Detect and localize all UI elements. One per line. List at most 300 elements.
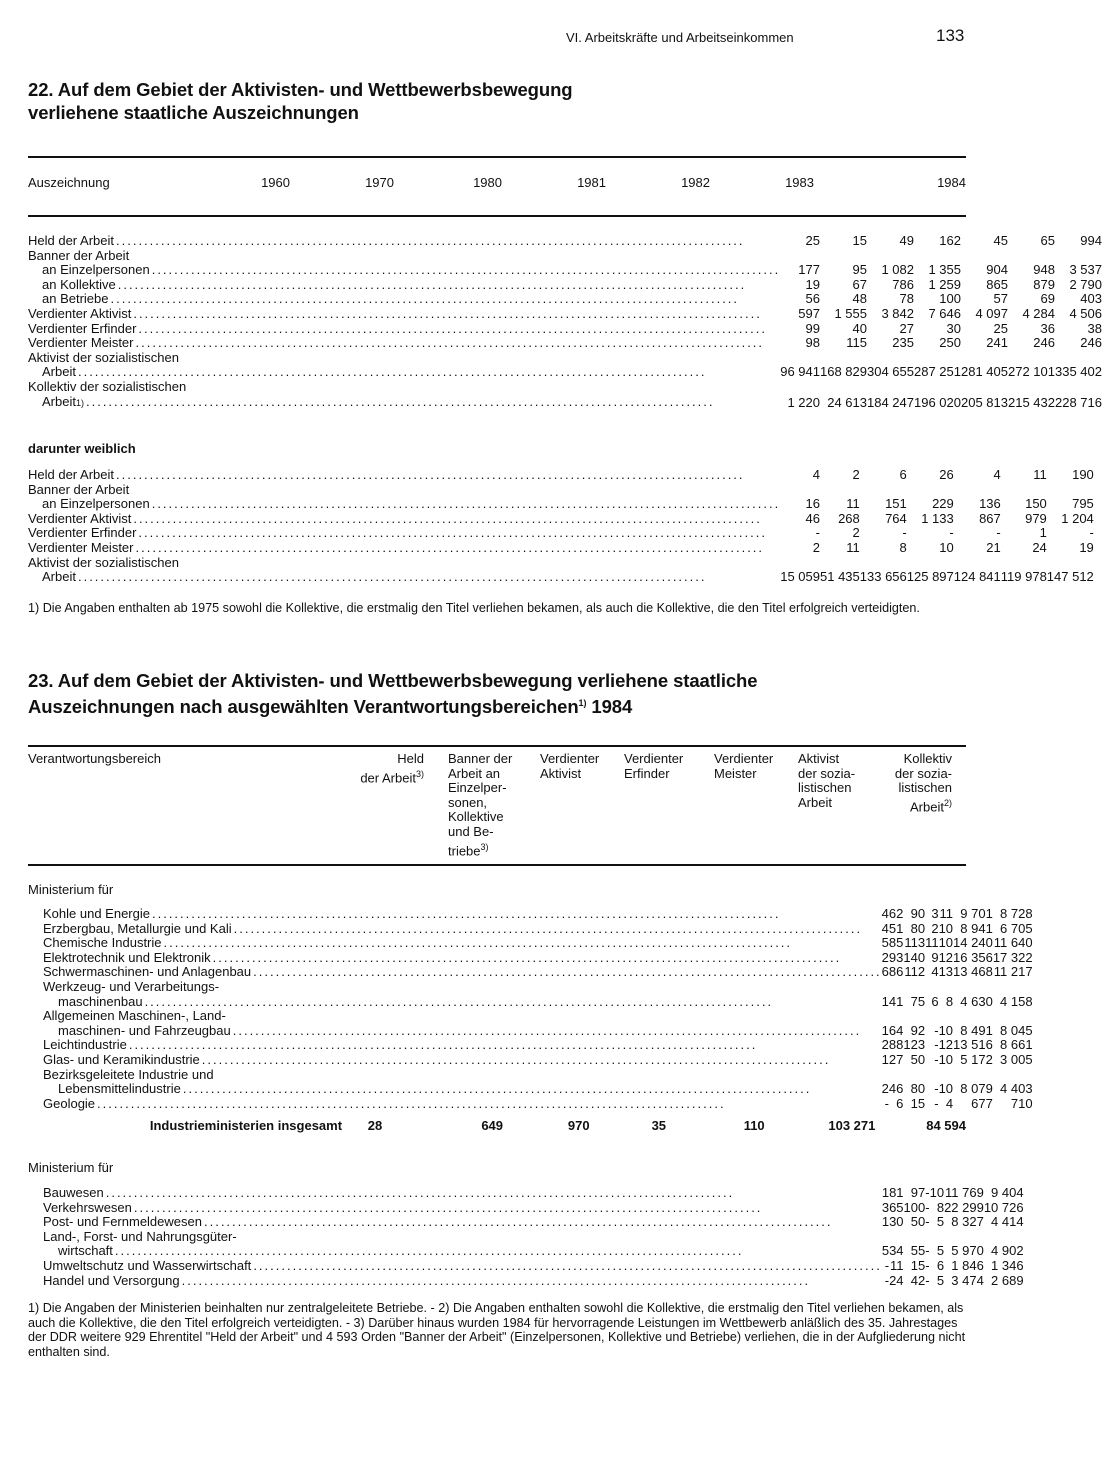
table-cell [1008, 351, 1055, 366]
row-label: Handel und Versorgung [43, 1272, 180, 1288]
row-label: an Einzelpersonen [42, 262, 150, 278]
row-label: Erzbergbau, Metallurgie und Kali [43, 920, 232, 936]
col-head: Verdienter Meister [714, 751, 774, 781]
table-cell [1055, 380, 1102, 395]
table-cell: 100 [903, 1199, 926, 1215]
row-label: Verdienter Meister [28, 539, 134, 555]
row-label: Held der Arbeit [28, 467, 114, 482]
row-label: Verkehrswesen [43, 1199, 132, 1215]
row-label: Allgemeinen Maschinen-, Land- [43, 1008, 226, 1024]
leader-dots [182, 1274, 882, 1289]
table-cell: 10 [938, 1081, 954, 1097]
table-cell: 304 655 [867, 364, 914, 380]
table-cell: 10 [938, 920, 954, 936]
table-cell: 125 897 [906, 569, 954, 585]
leader-dots [152, 907, 882, 922]
table-cell: 196 020 [914, 394, 961, 410]
table-cell: 6 [881, 964, 889, 980]
col-head-year: 1983 [785, 175, 814, 190]
table-cell: 88 [888, 1037, 904, 1053]
row-label: Arbeit [42, 364, 76, 380]
table-cell: 11 217 [993, 964, 1033, 980]
table-cell: 78 [899, 291, 914, 307]
table-cell: - [934, 1081, 939, 1097]
footnote-marker: 3) [415, 768, 424, 779]
col-head-year: 1981 [577, 175, 606, 190]
table-cell: 19 [805, 276, 820, 292]
table-cell: 597 [798, 305, 820, 321]
table-cell: 1 [881, 1185, 890, 1200]
table-cell: 4 506 [1069, 305, 1102, 321]
table-cell: 16 356 [953, 949, 993, 965]
table-cell: 4 097 [975, 305, 1008, 321]
table-cell: 46 [888, 1081, 904, 1097]
table-cell: 15 059 [780, 569, 820, 585]
table-cell: 5 [936, 1272, 945, 1288]
table-cell: 8 491 [960, 1022, 993, 1038]
leader-dots [253, 1259, 882, 1274]
table-row [28, 512, 1094, 527]
row-label: Aktivist der sozialistischen [28, 349, 179, 365]
table-cell: 4 [881, 920, 889, 936]
leader-dots [78, 570, 780, 585]
table-23-section-2: Ministerium für [28, 1160, 114, 1175]
table-cell: 21 [986, 539, 1001, 555]
table-cell: 100 [939, 291, 961, 307]
table-cell: 110 [743, 1118, 765, 1133]
leader-dots [133, 307, 780, 322]
row-label: Industrieministerien insgesamt [149, 1118, 343, 1133]
table-cell: - [925, 1257, 930, 1273]
table-cell [882, 1009, 889, 1024]
table-cell [1008, 249, 1055, 264]
table-cell: - [934, 1051, 939, 1067]
table-cell: 235 [892, 335, 914, 351]
table-cell [944, 1230, 984, 1245]
table-cell [961, 249, 1008, 264]
col-head: Held der Arbeit$^{3)}$ [360, 751, 424, 785]
table-cell: 51 [888, 920, 904, 936]
row-label: Leichtindustrie [43, 1037, 127, 1053]
table-cell [993, 980, 1033, 995]
table-cell [1055, 249, 1102, 264]
table-row [28, 556, 1094, 571]
table-22-body-female [28, 467, 1094, 585]
table-cell: 3 [931, 906, 939, 921]
table-cell: 67 [852, 276, 867, 292]
table-cell [780, 249, 820, 264]
table-row [28, 468, 1094, 483]
table-cell [820, 249, 867, 264]
table-cell: 75 [910, 993, 926, 1009]
table-cell: 904 [986, 262, 1008, 278]
table-cell: 25 [993, 320, 1008, 336]
table-row [28, 951, 1033, 966]
table-cell [914, 249, 961, 264]
table-cell [1055, 351, 1102, 366]
table-cell: 786 [892, 276, 914, 292]
table-cell: - [934, 1095, 939, 1111]
table-cell: 4 [945, 1095, 954, 1111]
table-cell: 13 468 [953, 964, 993, 980]
table-cell [820, 351, 867, 366]
row-label: Verdienter Meister [28, 335, 134, 351]
table-row [28, 483, 1094, 498]
table-cell [953, 980, 993, 995]
table-cell: 1 204 [1061, 510, 1094, 526]
table-cell: 103 271 [828, 1118, 876, 1133]
table-cell: 6 [931, 993, 939, 1009]
table-cell: 3 [881, 1199, 890, 1215]
leader-dots [129, 1038, 882, 1053]
table-cell [882, 1068, 889, 1083]
row-label: Kollektiv der sozialistischen [28, 378, 187, 394]
table-cell: 10 [938, 1051, 954, 1067]
table-cell: 4 414 [991, 1214, 1024, 1230]
table-cell: 4 [993, 467, 1001, 482]
row-label: Aktivist der sozialistischen [28, 554, 179, 570]
table-cell: 795 [1072, 496, 1094, 512]
col-head-year: 1984 [937, 175, 966, 190]
table-cell: 17 322 [992, 949, 1033, 965]
table-row-total [28, 1119, 966, 1134]
leader-dots [138, 526, 780, 541]
table-cell [889, 1009, 903, 1024]
table-cell: 119 978 [1000, 569, 1047, 585]
table-23-total [28, 1119, 966, 1134]
leader-dots [116, 468, 780, 483]
table-cell: 228 716 [1055, 394, 1102, 410]
row-label: Post- und Fernmeldewesen [43, 1214, 202, 1230]
table-cell: 1 [1039, 525, 1047, 541]
table-row [28, 1186, 1024, 1201]
table-cell [820, 556, 860, 571]
row-label: an Einzelpersonen [42, 496, 150, 512]
table-cell [867, 351, 914, 366]
table-cell: 19 [1079, 539, 1094, 555]
table-cell: 4 284 [1022, 305, 1055, 321]
table-cell: 184 247 [867, 394, 914, 410]
table-cell: 30 [889, 1214, 904, 1230]
leader-dots [118, 278, 781, 293]
table-cell: 177 [798, 262, 820, 278]
table-cell: 8 728 [1000, 906, 1033, 921]
table-cell [1008, 380, 1055, 395]
table-cell: 281 405 [961, 364, 1008, 380]
table-cell: 5 [936, 1243, 945, 1259]
table-22-subhead: darunter weiblich [28, 441, 136, 456]
table-cell: 710 [1010, 1095, 1033, 1111]
table-cell: 1 [881, 993, 889, 1009]
table-cell: 1 846 [951, 1257, 984, 1273]
table-cell: 35 [651, 1118, 667, 1133]
table-cell: 34 [889, 1243, 904, 1259]
row-label: Kohle und Energie [43, 906, 150, 921]
table-row [28, 1082, 1033, 1097]
table-row [28, 1024, 1033, 1039]
table-cell: 3 474 [951, 1272, 984, 1288]
table-cell: 4 158 [1000, 993, 1033, 1009]
table-cell: 80 [910, 920, 926, 936]
row-label: Verdienter Erfinder [28, 320, 137, 336]
table-row [28, 526, 1094, 541]
leader-dots [152, 263, 781, 278]
table-cell: 28 [367, 1118, 383, 1133]
footnote-marker: 2) [943, 797, 952, 808]
table-cell: 7 646 [928, 305, 961, 321]
table-cell: 229 [932, 496, 954, 512]
table-cell: 979 [1025, 510, 1047, 526]
table-row [28, 1053, 1033, 1068]
row-label: Land-, Forst- und Nahrungsgüter- [43, 1228, 237, 1244]
table-cell: 55 [910, 1243, 926, 1259]
table-cell: - [934, 1022, 939, 1038]
table-row [28, 936, 1033, 951]
col-head: Verdienter Erfinder [624, 751, 684, 781]
table-cell: 30 [946, 320, 961, 336]
row-label: Bezirksgeleitete Industrie und [43, 1066, 214, 1082]
table-cell: 123 [903, 1037, 926, 1053]
table-cell: 99 [805, 320, 820, 336]
table-cell: 56 [805, 291, 820, 307]
leader-dots [133, 512, 780, 527]
table-cell: 64 [888, 1022, 904, 1038]
table-23-body-2 [28, 1185, 1024, 1288]
row-label: Umweltschutz und Wasserwirtschaft [43, 1257, 252, 1273]
table-cell [889, 980, 903, 995]
table-cell [903, 980, 925, 995]
table-22-title: 22. Auf dem Gebiet der Aktivisten- und Wettbewerbsbewegung verliehene staatliche Auszeichnungen [28, 79, 573, 123]
table-row [28, 1068, 1033, 1083]
table-cell: 1 355 [928, 262, 961, 278]
table-cell [953, 1068, 993, 1083]
table-cell: 86 [888, 964, 904, 980]
table-cell [953, 1009, 993, 1024]
table-cell: 136 [979, 496, 1001, 512]
table-cell: 287 251 [914, 364, 961, 380]
table-cell [939, 1068, 953, 1083]
table-cell [914, 380, 961, 395]
table-cell: 215 432 [1008, 394, 1055, 410]
table-cell: 8 045 [1000, 1022, 1033, 1038]
table-22-footnote: 1) Die Angaben enthalten ab 1975 sowohl die Kollektive, die erstmalig den Titel verliehen bekamen, als auch die Kollektive, die den Titel erfolgreich verteidigten. [28, 601, 920, 615]
table-row [28, 497, 1094, 512]
table-cell: 42 [910, 1272, 926, 1288]
table-cell [1001, 483, 1047, 498]
table-cell: 11 [846, 539, 860, 555]
table-cell: 115 [846, 335, 867, 351]
table-cell: 8 327 [951, 1214, 984, 1230]
table-cell: 41 [888, 993, 904, 1009]
table-cell: 1 133 [921, 510, 954, 526]
table-cell: 24 [1032, 539, 1047, 555]
table-row [28, 351, 1102, 366]
table-cell: - [934, 1037, 939, 1053]
table-cell: 865 [986, 276, 1008, 292]
table-cell: 268 [838, 510, 860, 526]
table-cell: 6 [899, 467, 907, 482]
table-row [28, 965, 1033, 980]
col-head-year: 1970 [365, 175, 394, 190]
row-label: Verdienter Aktivist [28, 305, 132, 321]
table-cell: 25 [805, 233, 820, 248]
row-label: Chemische Industrie [43, 935, 162, 951]
col-head-year: 1980 [473, 175, 502, 190]
table-cell: 1 [881, 1022, 889, 1038]
table-cell: 246 [1080, 335, 1102, 351]
table-cell: 6 705 [1000, 920, 1033, 936]
table-cell: 150 [1025, 496, 1047, 512]
table-row [28, 263, 1102, 278]
table-cell [993, 1068, 1033, 1083]
table-cell [961, 380, 1008, 395]
table-row [28, 1215, 1024, 1230]
table-cell [930, 1230, 944, 1245]
col-head: Verdienter Aktivist [540, 751, 600, 781]
leader-dots [202, 1053, 882, 1068]
table-cell: 5 [881, 935, 889, 951]
table-row [28, 380, 1102, 395]
table-cell: 151 [885, 496, 907, 512]
table-cell: 5 970 [951, 1243, 984, 1259]
table-row [28, 541, 1094, 556]
table-cell: 95 [852, 262, 867, 278]
table-cell: 250 [939, 335, 961, 351]
row-label: Banner der Arbeit [28, 247, 130, 263]
table-cell: 40 [852, 320, 867, 336]
table-cell [984, 1230, 1024, 1245]
table-23-body-1 [28, 906, 1033, 1111]
table-cell [780, 483, 820, 498]
table-row [28, 922, 1033, 937]
table-row [28, 1009, 1033, 1024]
table-cell: 3 005 [1000, 1051, 1033, 1067]
table-cell: 2 [852, 467, 860, 482]
table-23-top-rule [28, 745, 966, 747]
table-cell [889, 1230, 903, 1245]
table-cell [780, 380, 820, 395]
table-cell [954, 556, 1001, 571]
leader-dots [253, 965, 882, 980]
table-cell: 9 [931, 949, 939, 965]
table-cell: 27 [888, 1051, 904, 1067]
table-cell: 15 [852, 233, 867, 248]
table-row [28, 995, 1033, 1010]
table-cell [993, 1009, 1033, 1024]
table-cell [961, 351, 1008, 366]
table-cell: - [1089, 525, 1094, 541]
table-cell: 10 [929, 1185, 945, 1200]
table-cell: 2 790 [1069, 276, 1102, 292]
table-cell: 11 [925, 935, 939, 951]
table-cell: 1 [881, 1051, 889, 1067]
table-cell: 162 [939, 233, 961, 248]
table-22-body [28, 233, 1102, 410]
leader-dots [145, 995, 882, 1010]
table-cell [903, 1009, 925, 1024]
table-cell: 57 [993, 291, 1008, 307]
table-cell: - [925, 1185, 930, 1200]
row-label: Lebensmittelindustrie [58, 1081, 181, 1097]
table-cell: 93 [888, 949, 904, 965]
table-cell: 26 [939, 467, 954, 482]
table-cell: 80 [910, 1081, 926, 1097]
table-cell: 69 [1040, 291, 1055, 307]
table-cell: 112 [904, 964, 926, 980]
table-cell [925, 1068, 939, 1083]
table-cell: 50 [910, 1051, 926, 1067]
table-cell: 4 902 [991, 1243, 1024, 1259]
table-cell: 1 259 [928, 276, 961, 292]
table-cell: 22 299 [944, 1199, 984, 1215]
col-head-year: 1982 [681, 175, 710, 190]
col-head: Verantwortungsbereich [28, 751, 161, 766]
table-row [28, 365, 1102, 380]
table-row [28, 1244, 1024, 1259]
table-cell: 11 640 [993, 935, 1033, 951]
table-cell [1047, 483, 1094, 498]
table-row [28, 1259, 1024, 1274]
table-cell: 8 079 [960, 1081, 993, 1097]
table-cell: 50 [910, 1214, 926, 1230]
table-cell: 8 [936, 1199, 945, 1215]
table-cell [820, 483, 860, 498]
table-cell: 168 829 [820, 364, 867, 380]
col-head-year: 1960 [261, 175, 290, 190]
table-cell: 879 [1033, 276, 1055, 292]
table-cell: 84 594 [926, 1118, 966, 1133]
row-label: wirtschaft [58, 1243, 113, 1259]
table-cell: 4 [812, 467, 820, 482]
leader-dots [111, 292, 781, 307]
table-22-top-rule [28, 156, 966, 158]
table-row [28, 322, 1102, 337]
table-cell: 5 [881, 1243, 890, 1259]
table-cell: 6 [896, 1095, 904, 1111]
table-row [28, 307, 1102, 322]
table-cell: 2 [881, 949, 889, 965]
table-cell [867, 249, 914, 264]
table-cell [889, 1068, 903, 1083]
row-label: Verdienter Aktivist [28, 510, 132, 526]
table-cell: 970 [567, 1118, 590, 1133]
table-23-header-rule [28, 864, 966, 866]
col-head: Aktivist der sozia- listischen Arbeit [798, 751, 856, 810]
table-row [28, 570, 1094, 585]
row-label: Geologie [43, 1095, 96, 1111]
table-cell: 36 [1040, 320, 1055, 336]
table-cell: 9 701 [960, 906, 993, 921]
table-cell: 133 656 [859, 569, 907, 585]
table-cell: 1 346 [991, 1257, 1024, 1273]
table-cell: 2 [812, 539, 820, 555]
row-label: Glas- und Keramikindustrie [43, 1051, 200, 1067]
table-cell: 15 [910, 1257, 926, 1273]
table-cell: 190 [1072, 467, 1094, 482]
table-cell: 5 [936, 1214, 945, 1230]
table-cell [780, 351, 820, 366]
table-cell: 4 [881, 906, 889, 921]
table-cell: - [902, 525, 907, 541]
table-cell: 98 [805, 335, 820, 351]
table-cell: 3 537 [1069, 262, 1102, 278]
table-cell: - [925, 1199, 930, 1215]
leader-dots [233, 1024, 882, 1039]
table-cell: 10 [938, 1022, 954, 1038]
row-label: Banner der Arbeit [28, 481, 130, 497]
leader-dots [136, 336, 781, 351]
table-cell: 11 [1033, 467, 1047, 482]
